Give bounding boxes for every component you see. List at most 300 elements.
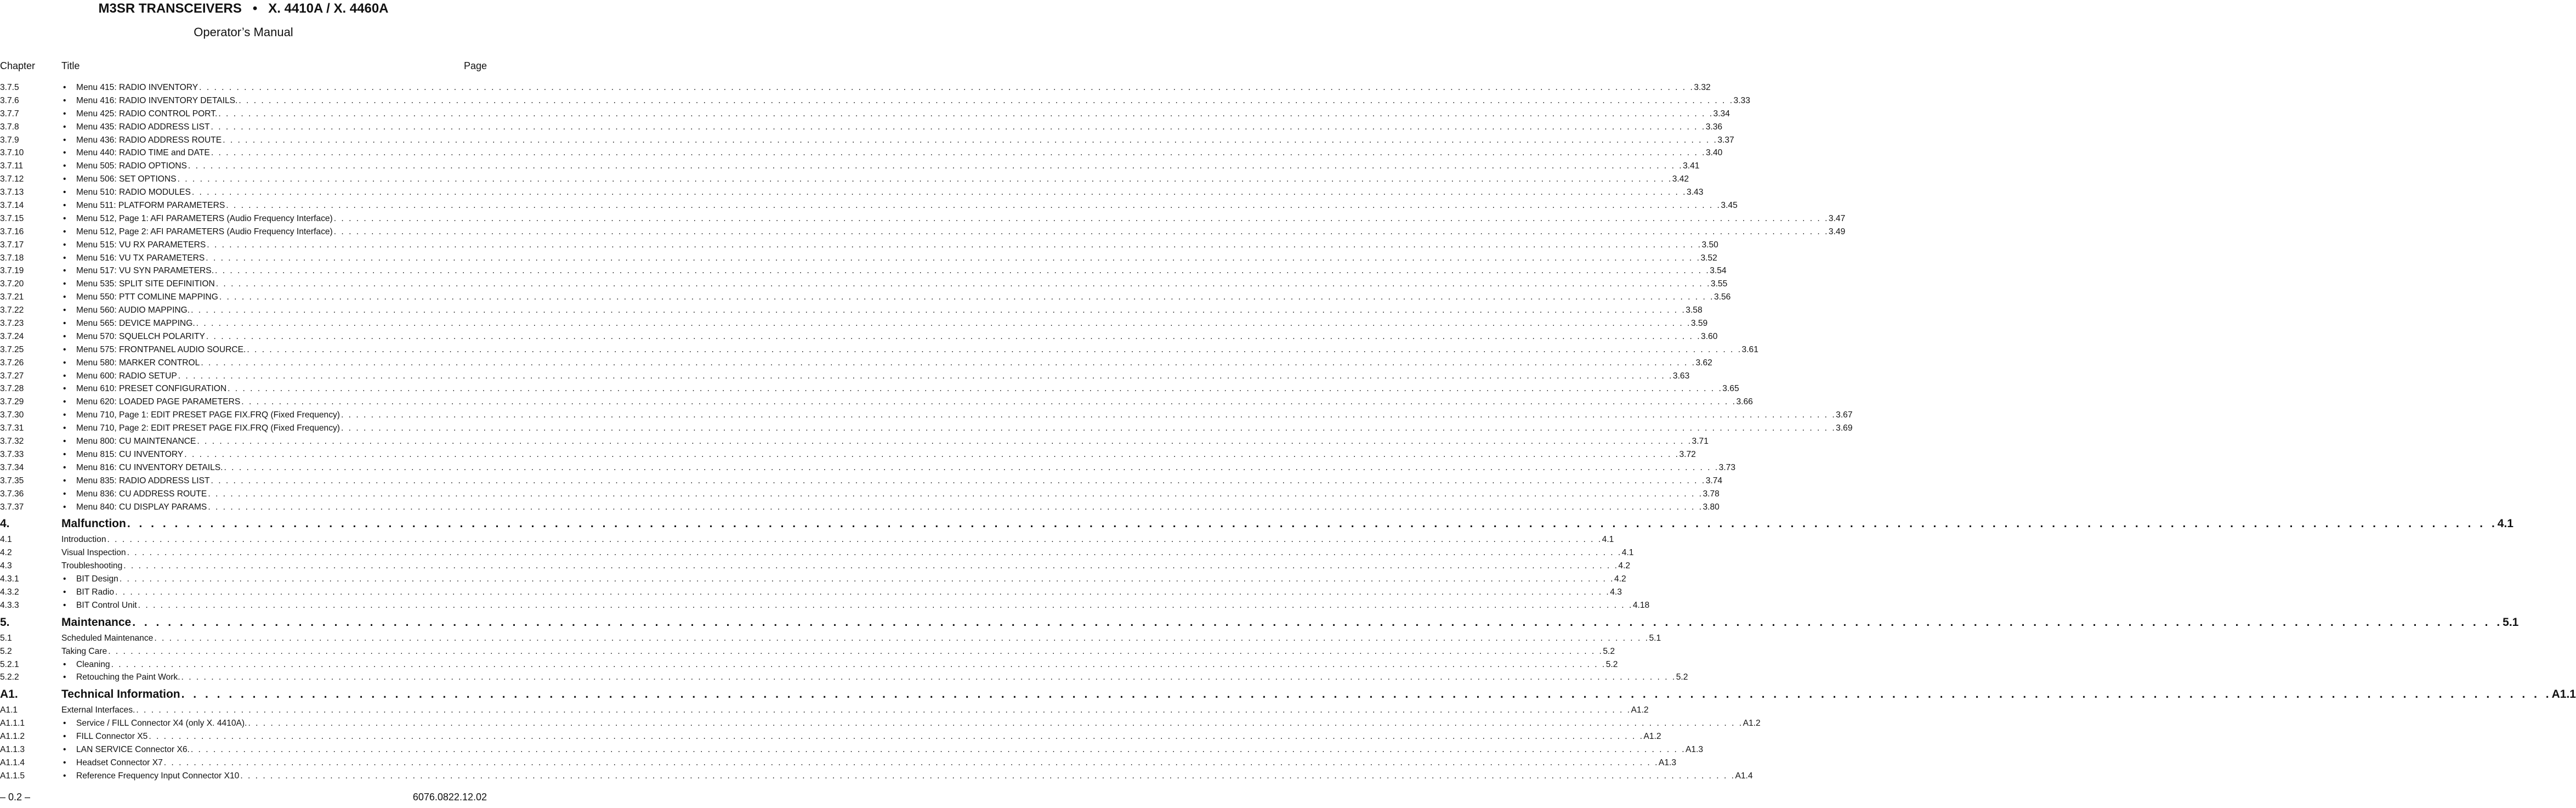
toc-row[interactable] <box>0 225 1846 239</box>
toc-page-number: 3.72 <box>1679 449 1696 459</box>
toc-section-row[interactable] <box>0 513 2513 533</box>
toc-row[interactable] <box>0 121 1723 134</box>
toc-title: Menu 815: CU INVENTORY <box>76 449 184 459</box>
toc-row[interactable] <box>0 357 1712 370</box>
toc-section-row[interactable] <box>0 684 2576 704</box>
bullet-icon: • <box>63 423 66 433</box>
toc-page-number: 3.40 <box>1705 148 1723 158</box>
toc-entry <box>61 684 2576 705</box>
toc-entry <box>76 382 1739 395</box>
toc-title: Menu 535: SPLIT SITE DEFINITION <box>76 279 215 289</box>
dot-leader: . . . . . . . . . . . . . . . . . . . . . . . . . . . . . . . . . . . . . . . . . . . . . . . . . . . . . . . . . . . . . . . . . . . . . . . . . . . . . . . . . . . . . . . . . . . . . . . . . . . . . . . . . . . . . . . . . . . . . . . . . . . . . . . . . . . . . . . . . . . . . . . . . . . . . . . . . . . . . . . . . . . . . . . . . . . . . . . . . . . . . . . . . . . . . . . . . . . . . . . . <box>239 95 1734 105</box>
dot-leader: . . . . . . . . . . . . . . . . . . . . . . . . . . . . . . . . . . . . . . . . . . . . . . . . . . . . . . . . . . . . . . . . . . . . . . . . . . . . . . . . . . . . . . . . . . . . . . . . . . . . . . . . . . . . . . . . . . . . . . . . . . . . . . . . . . . . . . . . . . . . . . . . . . . . . . . . . . . . . . . . . . . . . . . . . . . . . . . . . . . . . . . . . . . . . . . . . . . . . . . . <box>248 719 1743 728</box>
toc-row[interactable] <box>0 186 1704 199</box>
dot-leader: . . . . . . . . . . . . . . . . . . . . . . . . . . . . . . . . . . . . . . . . . . . . . . . . . . . . . . . . . . . . . . . . . . . . . . . . . . . . . . . . . . . . . . . . . . . . . . . . . . . . . . . . . . . . . . . . . . . . . . . . . . . . . . . . . . . . . . . . . . . . . . . . . . . . . . . . . . . . . . . . . . . . . . . . . . . . . . . . . . . . . . . . . . . . . . . . . . . . . . . . <box>149 732 1644 742</box>
toc-title: Menu 710, Page 2: EDIT PRESET PAGE FIX.FRQ (Fixed Frequency) <box>76 423 340 433</box>
toc-row[interactable] <box>0 212 1846 225</box>
toc-page-number: 3.50 <box>1701 240 1718 250</box>
toc-row[interactable] <box>0 146 1723 160</box>
toc-row[interactable] <box>0 330 1718 343</box>
toc-row[interactable] <box>0 81 1711 94</box>
toc-entry <box>76 121 1723 134</box>
document-title: M3SR TRANSCEIVERS • X. 4410A / X. 4460A <box>98 1 389 16</box>
toc-title: Menu 512, Page 2: AFI PARAMETERS (Audio Frequency Interface) <box>76 227 333 236</box>
bullet-icon: • <box>63 161 66 171</box>
toc-entry <box>76 264 1727 278</box>
toc-entry <box>76 435 1709 448</box>
toc-title: Maintenance <box>61 615 132 629</box>
toc-title: FILL Connector X5 <box>76 732 148 742</box>
bullet-icon: • <box>63 227 66 236</box>
toc-entry <box>76 357 1712 370</box>
bullet-icon: • <box>63 344 66 354</box>
toc-chapter-number: 4.3.2 <box>0 587 19 597</box>
bullet-icon: • <box>63 240 66 250</box>
toc-page-number: 3.63 <box>1672 371 1690 381</box>
toc-title: Menu 836: CU ADDRESS ROUTE <box>76 489 207 499</box>
toc-chapter-number: 3.7.28 <box>0 384 24 394</box>
dot-leader: . . . . . . . . . . . . . . . . . . . . . . . . . . . . . . . . . . . . . . . . . . . . . . . . . . . . . . . . . . . . . . . . . . . . . . . . . . . . . . . . . . . . . . . . . . . . . . . . . . . . . . . . . . . . . . . . . . . . . . . . . . . . . . . . . . . . . . . . . . . . . . . . . . . . . . . . . . . . . . . . . . . . . . . . . . . . . . . . . . . . . . . . . . . . . . . . . . . . . . . . <box>119 574 1615 584</box>
dot-leader: . . . . . . . . . . . . . . . . . . . . . . . . . . . . . . . . . . . . . . . . . . . . . . . . . . . . . . . . . . . . . . . . . . . . . . . . . . . . . . . . . . . . . . . . . . . . . . . . . . . . . . . . . . . . . . . . . . . . . . . . . . . . . . . . . . . . . . . . . . . . . . . . . . . . . . . . . . . . . . . . . . . . . . . . . . . . . . . . . . . . . . . . . . . . . . . . . . . . . . . . <box>163 758 1659 767</box>
toc-title: Scheduled Maintenance <box>61 633 154 643</box>
dot-leader: . . . . . . . . . . . . . . . . . . . . . . . . . . . . . . . . . . . . . . . . . . . . . . . . . . . . . . . . . . . . . . . . . . . . . . . . . . . . . . . . . . . . . . . . . . . . . . . . . . . . . . . . . . . . . . . . . . . . . . . . . . . . . . . . . . . . . . . . . . . . . . . . . . . . . . . . . . . . . . . . . . . . . . . . . . . . . . . . . . . . . . . . . . . . . . . . . . . . . . . . <box>154 633 1649 643</box>
toc-page-number: 3.43 <box>1687 188 1704 197</box>
toc-title: Menu 620: LOADED PAGE PARAMETERS <box>76 397 241 407</box>
bullet-icon: • <box>63 771 66 781</box>
dot-leader: . . . . . . . . . . . . . . . . . . . . . . . . . . . . . . . . . . . . . . . . . . . . . . . . . . . . . . . . . . . . . . . . . . . . . . . . . . . . . . . . . . . . . . . . . . . . . . . . . . . . . . . . . . . . . . . . . . . . . . . . . . . . . . . . . . . . . . . . . . . . . . . . . . . . . . . . . . . . . . . . . . . . . . . . . . . . . . . . . . . . . . . . . . . . . . . . . . . . . . . . <box>191 188 1687 197</box>
toc-page-number: A1.1 <box>2551 688 2576 701</box>
toc-page-number: 3.45 <box>1721 201 1738 211</box>
toc-chapter-number: 3.7.11 <box>0 161 24 171</box>
bullet-icon: • <box>63 135 66 145</box>
toc-row[interactable] <box>0 501 1720 514</box>
dot-leader: . . . . . . . . . . . . . . . . . . . . . . . . . . . . . . . . . . . . . . . . . . . . . . . . . . . . . . . . . . . . . . . . . . . . . . . . . . . . . . . . . . . . . . . . . . . . . . . . . . . . . . . . . . . . . . . . . . . . . . . . . . . . . . . . . . . . . . . . . . . . . . . . . . . . . . . . . . . . . . . . . . . . . . . . . . . . . . . . . . . . . . . . . . . . . . . . . . . . . . . . <box>341 423 1836 433</box>
toc-page-number: 3.62 <box>1695 358 1712 368</box>
bullet-icon: • <box>63 659 66 669</box>
document-subtitle: Operator’s Manual <box>194 25 293 39</box>
toc-row[interactable] <box>0 94 1750 108</box>
toc-row[interactable] <box>0 756 1677 770</box>
dot-leader: . . . . . . . . . . . . . . . . . . . . . . . . . . . . . . . . . . . . . . . . . . . . . . . . . . . . . . . . . . . . . . . . . . . . . . . . . . . . . . . . . . . . . . . . . . . . . . . . . . . . . . . . . . . . . . . . . . . . . . . . . . . . . . . . . . . . . . . . . . . . . . . . . . . . . . . . . . . . . . . . . . . . . . . . . . . . . . . . . . . . . . . . . . . . . . . . . . . . . . . . <box>127 548 1622 558</box>
dot-leader: . . . . . . . . . . . . . . . . . . . . . . . . . . . . . . . . . . . . . . . . . . . . . . . . . . . . . . . . . . . . . . . . . . . . . . . . . . . . . . . . . . . . . . . . . . . . . . . . . . . . . . . . . . . . . . . . . . . . . . . . . . . . . . . . . . . . . . . . . . . . . . . . . . . . . . . . . . . . . . . . . . . . . . . . . . . . . . . . . . . . . . . . . . . . . . . . . . . . . . . . <box>215 266 1710 276</box>
toc-title: Menu 710, Page 1: EDIT PRESET PAGE FIX.FRQ (Fixed Frequency) <box>76 410 340 420</box>
dot-leader: . . . . . . . . . . . . . . . . . . . . . . . . . . . . . . . . . . . . . . . . . . . . . . . . . . . . . . . . . . . . . . . . . . . . . . . . . . . . . . . . . . . . . . . . . . . . . . . . . . . . . . . . . . . . . . . . . . . . . . . . . . . . . . . . . . . . . . . . . . . . . . . . . . . . . . . . . . . . . . . . . . . . . . . . . . . . . . . . . . . . . . . . . . . . . . . . . . . . . . . . <box>191 306 1686 315</box>
dot-leader: . . . . . . . . . . . . . . . . . . . . . . . . . . . . . . . . . . . . . . . . . . . . . . . . . . . . . . . . . . . . . . . . . . . . . . . . . . . . . . . . . . . . . . . . . . . . . . . . . . . . . . . . . . . . . . . . . . . . . . . . . . . . . . . . . . . . . . . . . . . . . . . . . . . . . . . . . . . . . . . . . . . . . . . . . . . . . . . . . . . . . . . . . . . . . . . . . . . . . . . . <box>333 227 1829 236</box>
toc-row[interactable] <box>0 560 1631 573</box>
toc-entry <box>76 146 1723 160</box>
toc-page-number: 3.37 <box>1717 135 1734 145</box>
toc-page-number: 5.2 <box>1605 659 1618 669</box>
toc-row[interactable] <box>0 134 1734 147</box>
dot-leader: . . . . . . . . . . . . . . . . . . . . . . . . . . . . . . . . . . . . . . . . . . . . . . . . . . . . . . . . . . . . . . . . . . . . . . . . . . . . . . . . . . . . . . . . . . . . . . . . . . . . . . . . . . . . . . . . . . . . . . . . . . . . . . . . . . . . . . . . . . . . . . . . . . . . . . . . . . . . . . . . . . . . . . . . . . . . . . . . . . . . . . . . . . . . . . . . . . . . . . . . <box>206 331 1701 341</box>
toc-page-number: 5.2 <box>1676 673 1688 682</box>
toc-entry <box>61 645 1615 658</box>
toc-page-number: 3.60 <box>1701 331 1718 341</box>
toc-page-number: 3.66 <box>1736 397 1753 407</box>
toc-row[interactable] <box>0 448 1696 461</box>
toc-chapter-number: 4.2 <box>0 548 12 558</box>
toc-row[interactable] <box>0 488 1720 501</box>
dot-leader: . . . . . . . . . . . . . . . . . . . . . . . . . . . . . . . . . . . . . . . . . . . . . . . . . . . . . . . . . . . . . . . . . . . . . . . . . . . . . . . . . . . . . . . . . . . . . . . . . . . . . . . . . . . . . . . . . . . . . . . . . . . . . . . . . . . . . . . . . . . . . . . . . . . . . . . . . . . . . . . . . . . . . . . . . . . . . . . . . . . . . . . . . . . . . . . . . . . . . . . . <box>123 561 1619 571</box>
bullet-icon: • <box>63 673 66 682</box>
dot-leader: . . . . . . . . . . . . . . . . . . . . . . . . . . . . . . . . . . . . . . . . . . . . . . . . . . . . . . . . . . . . . . . . . . . . . . . . . . . . . . . . . . . . . . . . . . . . . . . . . . . . . . . . . . . . . . . . . . . . . . . . . . . . . . . . . . . . . . . . . . . . . . . . . . . . . . . . . . . . . . . . . . . . . . . . . . . . . . . . . . . . . . . . . . . . . . . . . . . . . . . . <box>127 517 2498 530</box>
toc-chapter-number: 3.7.33 <box>0 449 24 459</box>
toc-entry <box>76 717 1761 730</box>
toc-row[interactable] <box>0 743 1704 756</box>
toc-entry <box>76 586 1622 599</box>
toc-row[interactable] <box>0 422 1853 435</box>
toc-row[interactable] <box>0 599 1650 612</box>
toc-chapter-number: 3.7.24 <box>0 331 24 341</box>
dot-leader: . . . . . . . . . . . . . . . . . . . . . . . . . . . . . . . . . . . . . . . . . . . . . . . . . . . . . . . . . . . . . . . . . . . . . . . . . . . . . . . . . . . . . . . . . . . . . . . . . . . . . . . . . . . . . . . . . . . . . . . . . . . . . . . . . . . . . . . . . . . . . . . . . . . . . . . . . . . . . . . . . . . . . . . . . . . . . . . . . . . . . . . . . . . . . . . . . . . . . . . . <box>211 148 1706 158</box>
toc-row[interactable] <box>0 533 1614 546</box>
toc-entry <box>76 409 1853 422</box>
toc-title: Malfunction <box>61 517 126 530</box>
toc-chapter-number: 3.7.30 <box>0 410 24 420</box>
dot-leader: . . . . . . . . . . . . . . . . . . . . . . . . . . . . . . . . . . . . . . . . . . . . . . . . . . . . . . . . . . . . . . . . . . . . . . . . . . . . . . . . . . . . . . . . . . . . . . . . . . . . . . . . . . . . . . . . . . . . . . . . . . . . . . . . . . . . . . . . . . . . . . . . . . . . . . . . . . . . . . . . . . . . . . . . . . . . . . . . . . . . . . . . . . . . . . . . . . . . . . . . <box>224 462 1719 472</box>
dot-leader: . . . . . . . . . . . . . . . . . . . . . . . . . . . . . . . . . . . . . . . . . . . . . . . . . . . . . . . . . . . . . . . . . . . . . . . . . . . . . . . . . . . . . . . . . . . . . . . . . . . . . . . . . . . . . . . . . . . . . . . . . . . . . . . . . . . . . . . . . . . . . . . . . . . . . . . . . . . . . . . . . . . . . . . . . . . . . . . . . . . . . . . . . . . . . . . . . . . . . . . . <box>208 502 1703 512</box>
bullet-icon: • <box>63 319 66 329</box>
toc-chapter-number: 5.2 <box>0 646 12 656</box>
toc-entry <box>76 304 1703 317</box>
toc-page-number: 3.33 <box>1733 95 1750 105</box>
bullet-icon: • <box>63 306 66 315</box>
toc-row[interactable] <box>0 382 1739 395</box>
toc-row[interactable] <box>0 586 1622 599</box>
bullet-icon: • <box>63 574 66 584</box>
toc-page-number: 3.80 <box>1703 502 1720 512</box>
toc-title: Cleaning <box>76 659 110 669</box>
bullet-icon: • <box>63 122 66 132</box>
toc-row[interactable] <box>0 730 1661 743</box>
toc-entry <box>61 560 1631 573</box>
toc-entry <box>76 212 1846 225</box>
toc-page-number: A1.2 <box>1643 732 1661 742</box>
toc-page-number: 3.74 <box>1705 476 1723 485</box>
toc-entry <box>76 330 1718 343</box>
toc-section-row[interactable] <box>0 612 2519 632</box>
toc-chapter-number: 5.2.2 <box>0 673 19 682</box>
bullet-icon: • <box>63 758 66 767</box>
toc-chapter-number: 4.1 <box>0 535 12 545</box>
toc-entry <box>76 461 1736 474</box>
bullet-icon: • <box>63 476 66 485</box>
dot-leader: . . . . . . . . . . . . . . . . . . . . . . . . . . . . . . . . . . . . . . . . . . . . . . . . . . . . . . . . . . . . . . . . . . . . . . . . . . . . . . . . . . . . . . . . . . . . . . . . . . . . . . . . . . . . . . . . . . . . . . . . . . . . . . . . . . . . . . . . . . . . . . . . . . . . . . . . . . . . . . . . . . . . . . . . . . . . . . . . . . . . . . . . . . . . . . . . . . . . . . . . <box>181 673 1676 682</box>
toc-title: Troubleshooting <box>61 561 123 571</box>
toc-entry <box>76 658 1618 671</box>
toc-row[interactable] <box>0 770 1753 783</box>
toc-row[interactable] <box>0 645 1615 658</box>
toc-entry <box>76 225 1846 239</box>
toc-entry <box>61 533 1614 546</box>
toc-entry <box>76 671 1688 684</box>
toc-title: Menu 425: RADIO CONTROL PORT. <box>76 109 218 118</box>
toc-page-number: 4.3 <box>1610 587 1622 597</box>
toc-title: External Interfaces. <box>61 705 135 715</box>
dot-leader: . . . . . . . . . . . . . . . . . . . . . . . . . . . . . . . . . . . . . . . . . . . . . . . . . . . . . . . . . . . . . . . . . . . . . . . . . . . . . . . . . . . . . . . . . . . . . . . . . . . . . . . . . . . . . . . . . . . . . . . . . . . . . . . . . . . . . . . . . . . . . . . . . . . . . . . . . . . . . . . . . . . . . . . . . . . . . . . . . . . . . . . . . . . . . . . . . . . . . . . . <box>199 83 1694 92</box>
toc-chapter-number: A1.1.5 <box>0 771 25 781</box>
toc-chapter-number: 3.7.20 <box>0 279 24 289</box>
toc-title: Menu 550: PTT COMLINE MAPPING <box>76 292 218 302</box>
toc-chapter-number: 3.7.12 <box>0 174 24 184</box>
toc-row[interactable] <box>0 343 1758 357</box>
toc-page-number: 3.73 <box>1718 462 1736 472</box>
dot-leader: . . . . . . . . . . . . . . . . . . . . . . . . . . . . . . . . . . . . . . . . . . . . . . . . . . . . . . . . . . . . . . . . . . . . . . . . . . . . . . . . . . . . . . . . . . . . . . . . . . . . . . . . . . . . . . . . . . . . . . . . . . . . . . . . . . . . . . . . . . . . . . . . . . . . . . . . . . . . . . . . . . . . . . . . . . . . . . . . . . . . . . . . . . . . . . . . . . . . . . . . <box>208 489 1703 499</box>
bullet-icon: • <box>63 732 66 742</box>
bullet-icon: • <box>63 148 66 158</box>
bullet-icon: • <box>63 502 66 512</box>
toc-chapter-number: 3.7.7 <box>0 109 19 118</box>
bullet-icon: • <box>63 587 66 597</box>
dot-leader: . . . . . . . . . . . . . . . . . . . . . . . . . . . . . . . . . . . . . . . . . . . . . . . . . . . . . . . . . . . . . . . . . . . . . . . . . . . . . . . . . . . . . . . . . . . . . . . . . . . . . . . . . . . . . . . . . . . . . . . . . . . . . . . . . . . . . . . . . . . . . . . . . . . . . . . . . . . . . . . . . . . . . . . . . . . . . . . . . . . . . . . . . . . . . . . . . . . . . . . . <box>341 410 1836 420</box>
toc-row[interactable] <box>0 474 1723 488</box>
toc-title: Menu 515: VU RX PARAMETERS <box>76 240 206 250</box>
bullet-icon: • <box>63 213 66 223</box>
toc-row[interactable] <box>0 160 1700 173</box>
toc-title: Menu 800: CU MAINTENANCE <box>76 437 196 447</box>
toc-chapter-number: A1.1.3 <box>0 744 25 754</box>
toc-title: Menu 816: CU INVENTORY DETAILS. <box>76 462 223 472</box>
toc-page-number: A1.4 <box>1735 771 1753 781</box>
toc-page-number: 4.1 <box>1602 535 1614 545</box>
toc-entry <box>76 239 1718 252</box>
dot-leader: . . . . . . . . . . . . . . . . . . . . . . . . . . . . . . . . . . . . . . . . . . . . . . . . . . . . . . . . . . . . . . . . . . . . . . . . . . . . . . . . . . . . . . . . . . . . . . . . . . . . . . . . . . . . . . . . . . . . . . . . . . . . . . . . . . . . . . . . . . . . . . . . . . . . . . . . . . . . . . . . . . . . . . . . . . . . . . . . . . . . . . . . . . . . . . . . . . . . . . . . <box>207 240 1702 250</box>
column-header-page: Page <box>463 60 487 71</box>
toc-chapter-number: 3.7.5 <box>0 83 19 92</box>
toc-entry <box>76 81 1711 94</box>
bullet-icon: • <box>63 331 66 341</box>
toc-entry <box>76 501 1720 514</box>
toc-entry <box>61 704 1649 717</box>
dot-leader: . . . . . . . . . . . . . . . . . . . . . . . . . . . . . . . . . . . . . . . . . . . . . . . . . . . . . . . . . . . . . . . . . . . . . . . . . . . . . . . . . . . . . . . . . . . . . . . . . . . . . . . . . . . . . . . . . . . . . . . . . . . . . . . . . . . . . . . . . . . . . . . . . . . . . . . . . . . . . . . . . . . . . . . . . . . . . . . . . . . . . . . . . . . . . . . . . . . . . . . . <box>188 161 1683 171</box>
dot-leader: . . . . . . . . . . . . . . . . . . . . . . . . . . . . . . . . . . . . . . . . . . . . . . . . . . . . . . . . . . . . . . . . . . . . . . . . . . . . . . . . . . . . . . . . . . . . . . . . . . . . . . . . . . . . . . . . . . . . . . . . . . . . . . . . . . . . . . . . . . . . . . . . . . . . . . . . . . . . . . . . . . . . . . . . . . . . . . . . . . . . . . . . . . . . . . . . . . . . . . . . <box>184 449 1679 459</box>
toc-page-number: 5.2 <box>1603 646 1615 656</box>
toc-row[interactable] <box>0 671 1688 684</box>
toc-row[interactable] <box>0 291 1731 304</box>
toc-chapter-number: 4. <box>0 517 10 530</box>
toc-page-number: 4.1 <box>1621 548 1634 558</box>
toc-title: BIT Radio <box>76 587 115 597</box>
toc-chapter-number: 5. <box>0 615 10 629</box>
toc-entry <box>61 632 1661 645</box>
toc-title: Menu 560: AUDIO MAPPING. <box>76 306 190 315</box>
toc-page-number: 3.67 <box>1836 410 1853 420</box>
toc-entry <box>76 186 1704 199</box>
toc-chapter-number: A1.1.2 <box>0 732 25 742</box>
toc-chapter-number: 3.7.21 <box>0 292 24 302</box>
toc-entry <box>61 513 2513 534</box>
bullet-icon: • <box>63 719 66 728</box>
dot-leader: . . . . . . . . . . . . . . . . . . . . . . . . . . . . . . . . . . . . . . . . . . . . . . . . . . . . . . . . . . . . . . . . . . . . . . . . . . . . . . . . . . . . . . . . . . . . . . . . . . . . . . . . . . . . . . . . . . . . . . . . . . . . . . . . . . . . . . . . . . . . . . . . . . . . . . . . . . . . . . . . . . . . . . . . . . . . . . . . . . . . . . . . . . . . . . . . . . . . . . . . <box>136 705 1631 715</box>
bullet-icon: • <box>63 744 66 754</box>
bullet-icon: • <box>63 462 66 472</box>
toc-chapter-number: 3.7.8 <box>0 122 19 132</box>
toc-title: Reference Frequency Input Connector X10 <box>76 771 240 781</box>
dot-leader: . . . . . . . . . . . . . . . . . . . . . . . . . . . . . . . . . . . . . . . . . . . . . . . . . . . . . . . . . . . . . . . . . . . . . . . . . . . . . . . . . . . . . . . . . . . . . . . . . . . . . . . . . . . . . . . . . . . . . . . . . . . . . . . . . . . . . . . . . . . . . . . . . . . . . . . . . . . . . . . . . . . . . . . . . . . . . . . . . . . . . . . . . . . . . . . . . . . . . . . . <box>219 292 1714 302</box>
toc-chapter-number: A1.1.4 <box>0 758 25 767</box>
toc-page-number: 3.58 <box>1686 306 1703 315</box>
toc-title: BIT Control Unit <box>76 600 137 610</box>
toc-entry <box>76 573 1626 586</box>
table-of-contents <box>0 81 2576 783</box>
toc-page-number: 4.18 <box>1632 600 1650 610</box>
toc-chapter-number: 3.7.26 <box>0 358 24 368</box>
bullet-icon: • <box>63 266 66 276</box>
dot-leader: . . . . . . . . . . . . . . . . . . . . . . . . . . . . . . . . . . . . . . . . . . . . . . . . . . . . . . . . . . . . . . . . . . . . . . . . . . . . . . . . . . . . . . . . . . . . . . . . . . . . . . . . . . . . . . . . . . . . . . . . . . . . . . . . . . . . . . . . . . . . . . . . . . . . . . . . . . . . . . . . . . . . . . . . . . . . . . . . . . . . . . . . . . . . . . . . . . . . . . . . <box>240 771 1735 781</box>
toc-chapter-number: 3.7.10 <box>0 148 24 158</box>
toc-page-number: 3.65 <box>1722 384 1739 394</box>
toc-title: Menu 510: RADIO MODULES <box>76 188 191 197</box>
dot-leader: . . . . . . . . . . . . . . . . . . . . . . . . . . . . . . . . . . . . . . . . . . . . . . . . . . . . . . . . . . . . . . . . . . . . . . . . . . . . . . . . . . . . . . . . . . . . . . . . . . . . . . . . . . . . . . . . . . . . . . . . . . . . . . . . . . . . . . . . . . . . . . . . . . . . . . . . . . . . . . . . . . . . . . . . . . . . . . . . . . . . . . . . . . . . . . . . . . . . . . . . <box>181 688 2552 701</box>
toc-chapter-number: 3.7.6 <box>0 95 19 105</box>
dot-leader: . . . . . . . . . . . . . . . . . . . . . . . . . . . . . . . . . . . . . . . . . . . . . . . . . . . . . . . . . . . . . . . . . . . . . . . . . . . . . . . . . . . . . . . . . . . . . . . . . . . . . . . . . . . . . . . . . . . . . . . . . . . . . . . . . . . . . . . . . . . . . . . . . . . . . . . . . . . . . . . . . . . . . . . . . . . . . . . . . . . . . . . . . . . . . . . . . . . . . . . . <box>196 319 1691 329</box>
toc-row[interactable] <box>0 239 1718 252</box>
toc-title: Menu 511: PLATFORM PARAMETERS <box>76 201 225 211</box>
toc-entry <box>76 199 1738 212</box>
dot-leader: . . . . . . . . . . . . . . . . . . . . . . . . . . . . . . . . . . . . . . . . . . . . . . . . . . . . . . . . . . . . . . . . . . . . . . . . . . . . . . . . . . . . . . . . . . . . . . . . . . . . . . . . . . . . . . . . . . . . . . . . . . . . . . . . . . . . . . . . . . . . . . . . . . . . . . . . . . . . . . . . . . . . . . . . . . . . . . . . . . . . . . . . . . . . . . . . . . . . . . . . <box>211 476 1706 485</box>
toc-page-number: A1.2 <box>1743 719 1761 728</box>
dot-leader: . . . . . . . . . . . . . . . . . . . . . . . . . . . . . . . . . . . . . . . . . . . . . . . . . . . . . . . . . . . . . . . . . . . . . . . . . . . . . . . . . . . . . . . . . . . . . . . . . . . . . . . . . . . . . . . . . . . . . . . . . . . . . . . . . . . . . . . . . . . . . . . . . . . . . . . . . . . . . . . . . . . . . . . . . . . . . . . . . . . . . . . . . . . . . . . . . . . . . . . . <box>178 371 1673 381</box>
toc-page-number: 3.41 <box>1683 161 1700 171</box>
toc-chapter-number: 3.7.18 <box>0 253 24 263</box>
dot-leader: . . . . . . . . . . . . . . . . . . . . . . . . . . . . . . . . . . . . . . . . . . . . . . . . . . . . . . . . . . . . . . . . . . . . . . . . . . . . . . . . . . . . . . . . . . . . . . . . . . . . . . . . . . . . . . . . . . . . . . . . . . . . . . . . . . . . . . . . . . . . . . . . . . . . . . . . . . . . . . . . . . . . . . . . . . . . . . . . . . . . . . . . . . . . . . . . . . . . . . . . <box>138 600 1633 610</box>
toc-row[interactable] <box>0 632 1661 645</box>
toc-row[interactable] <box>0 199 1738 212</box>
toc-page-number: 4.2 <box>1618 561 1631 571</box>
dot-leader: . . . . . . . . . . . . . . . . . . . . . . . . . . . . . . . . . . . . . . . . . . . . . . . . . . . . . . . . . . . . . . . . . . . . . . . . . . . . . . . . . . . . . . . . . . . . . . . . . . . . . . . . . . . . . . . . . . . . . . . . . . . . . . . . . . . . . . . . . . . . . . . . . . . . . . . . . . . . . . . . . . . . . . . . . . . . . . . . . . . . . . . . . . . . . . . . . . . . . . . . <box>228 384 1723 394</box>
bullet-icon: • <box>63 174 66 184</box>
dot-leader: . . . . . . . . . . . . . . . . . . . . . . . . . . . . . . . . . . . . . . . . . . . . . . . . . . . . . . . . . . . . . . . . . . . . . . . . . . . . . . . . . . . . . . . . . . . . . . . . . . . . . . . . . . . . . . . . . . . . . . . . . . . . . . . . . . . . . . . . . . . . . . . . . . . . . . . . . . . . . . . . . . . . . . . . . . . . . . . . . . . . . . . . . . . . . . . . . . . . . . . . <box>177 174 1672 184</box>
column-header-title: Title <box>61 60 80 71</box>
toc-chapter-number: 3.7.14 <box>0 201 24 211</box>
toc-entry <box>61 612 2519 633</box>
toc-row[interactable] <box>0 317 1708 330</box>
toc-title: Menu 512, Page 1: AFI PARAMETERS (Audio Frequency Interface) <box>76 213 333 223</box>
toc-title: Retouching the Paint Work. <box>76 673 180 682</box>
toc-chapter-number: 4.3 <box>0 561 12 571</box>
toc-row[interactable] <box>0 304 1703 317</box>
toc-title: Menu 570: SQUELCH POLARITY <box>76 331 205 341</box>
dot-leader: . . . . . . . . . . . . . . . . . . . . . . . . . . . . . . . . . . . . . . . . . . . . . . . . . . . . . . . . . . . . . . . . . . . . . . . . . . . . . . . . . . . . . . . . . . . . . . . . . . . . . . . . . . . . . . . . . . . . . . . . . . . . . . . . . . . . . . . . . . . . . . . . . . . . . . . . . . . . . . . . . . . . . . . . . . . . . . . . . . . . . . . . . . . . . . . . . . . . . . . . <box>190 744 1686 754</box>
toc-page-number: 3.69 <box>1836 423 1853 433</box>
toc-row[interactable] <box>0 173 1689 186</box>
toc-entry <box>76 108 1730 121</box>
toc-chapter-number: 3.7.16 <box>0 227 24 236</box>
toc-entry <box>76 448 1696 461</box>
toc-title: Menu 505: RADIO OPTIONS <box>76 161 187 171</box>
toc-row[interactable] <box>0 658 1618 671</box>
toc-chapter-number: 3.7.22 <box>0 306 24 315</box>
toc-entry <box>76 422 1853 435</box>
toc-entry <box>76 173 1689 186</box>
toc-row[interactable] <box>0 252 1717 265</box>
bullet-icon: • <box>63 371 66 381</box>
toc-row[interactable] <box>0 704 1649 717</box>
toc-chapter-number: 4.3.1 <box>0 574 19 584</box>
toc-entry <box>76 474 1723 488</box>
toc-row[interactable] <box>0 461 1736 474</box>
toc-entry <box>76 278 1728 291</box>
toc-title: Menu 840: CU DISPLAY PARAMS <box>76 502 207 512</box>
bullet-icon: • <box>63 188 66 197</box>
toc-title: Menu 835: RADIO ADDRESS LIST <box>76 476 210 485</box>
toc-row[interactable] <box>0 278 1728 291</box>
toc-entry <box>76 317 1708 330</box>
toc-page-number: 3.47 <box>1828 213 1846 223</box>
toc-row[interactable] <box>0 435 1709 448</box>
toc-entry <box>76 291 1731 304</box>
toc-title: Menu 580: MARKER CONTROL <box>76 358 200 368</box>
toc-entry <box>61 546 1634 560</box>
toc-row[interactable] <box>0 573 1626 586</box>
toc-page-number: 3.54 <box>1710 266 1727 276</box>
toc-entry <box>76 252 1717 265</box>
toc-chapter-number: A1. <box>0 688 18 701</box>
toc-title: BIT Design <box>76 574 118 584</box>
toc-chapter-number: 3.7.32 <box>0 437 24 447</box>
bullet-icon: • <box>63 410 66 420</box>
toc-title: Menu 415: RADIO INVENTORY <box>76 83 198 92</box>
toc-row[interactable] <box>0 108 1730 121</box>
toc-entry <box>76 756 1677 770</box>
toc-title: Taking Care <box>61 646 107 656</box>
toc-entry <box>76 370 1690 383</box>
toc-page-number: 5.1 <box>2503 615 2519 629</box>
toc-chapter-number: 3.7.17 <box>0 240 24 250</box>
toc-entry <box>76 770 1753 783</box>
toc-chapter-number: 3.7.13 <box>0 188 24 197</box>
toc-title: Menu 565: DEVICE MAPPING. <box>76 319 195 329</box>
dot-leader: . . . . . . . . . . . . . . . . . . . . . . . . . . . . . . . . . . . . . . . . . . . . . . . . . . . . . . . . . . . . . . . . . . . . . . . . . . . . . . . . . . . . . . . . . . . . . . . . . . . . . . . . . . . . . . . . . . . . . . . . . . . . . . . . . . . . . . . . . . . . . . . . . . . . . . . . . . . . . . . . . . . . . . . . . . . . . . . . . . . . . . . . . . . . . . . . . . . . . . . . <box>333 213 1829 223</box>
toc-entry <box>76 94 1750 108</box>
dot-leader: . . . . . . . . . . . . . . . . . . . . . . . . . . . . . . . . . . . . . . . . . . . . . . . . . . . . . . . . . . . . . . . . . . . . . . . . . . . . . . . . . . . . . . . . . . . . . . . . . . . . . . . . . . . . . . . . . . . . . . . . . . . . . . . . . . . . . . . . . . . . . . . . . . . . . . . . . . . . . . . . . . . . . . . . . . . . . . . . . . . . . . . . . . . . . . . . . . . . . . . . <box>215 279 1711 289</box>
toc-page-number: 3.52 <box>1700 253 1717 263</box>
bullet-icon: • <box>63 253 66 263</box>
toc-page-number: 3.61 <box>1741 344 1758 354</box>
toc-row[interactable] <box>0 264 1727 278</box>
toc-row[interactable] <box>0 546 1634 560</box>
dot-leader: . . . . . . . . . . . . . . . . . . . . . . . . . . . . . . . . . . . . . . . . . . . . . . . . . . . . . . . . . . . . . . . . . . . . . . . . . . . . . . . . . . . . . . . . . . . . . . . . . . . . . . . . . . . . . . . . . . . . . . . . . . . . . . . . . . . . . . . . . . . . . . . . . . . . . . . . . . . . . . . . . . . . . . . . . . . . . . . . . . . . . . . . . . . . . . . . . . . . . . . . <box>201 358 1696 368</box>
toc-entry <box>76 134 1734 147</box>
toc-row[interactable] <box>0 370 1690 383</box>
bullet-icon: • <box>63 397 66 407</box>
toc-page-number: 4.2 <box>1614 574 1626 584</box>
bullet-icon: • <box>63 384 66 394</box>
dot-leader: . . . . . . . . . . . . . . . . . . . . . . . . . . . . . . . . . . . . . . . . . . . . . . . . . . . . . . . . . . . . . . . . . . . . . . . . . . . . . . . . . . . . . . . . . . . . . . . . . . . . . . . . . . . . . . . . . . . . . . . . . . . . . . . . . . . . . . . . . . . . . . . . . . . . . . . . . . . . . . . . . . . . . . . . . . . . . . . . . . . . . . . . . . . . . . . . . . . . . . . . <box>108 646 1603 656</box>
toc-entry <box>76 488 1720 501</box>
dot-leader: . . . . . . . . . . . . . . . . . . . . . . . . . . . . . . . . . . . . . . . . . . . . . . . . . . . . . . . . . . . . . . . . . . . . . . . . . . . . . . . . . . . . . . . . . . . . . . . . . . . . . . . . . . . . . . . . . . . . . . . . . . . . . . . . . . . . . . . . . . . . . . . . . . . . . . . . . . . . . . . . . . . . . . . . . . . . . . . . . . . . . . . . . . . . . . . . . . . . . . . . <box>218 109 1713 118</box>
toc-chapter-number: 3.7.35 <box>0 476 24 485</box>
dot-leader: . . . . . . . . . . . . . . . . . . . . . . . . . . . . . . . . . . . . . . . . . . . . . . . . . . . . . . . . . . . . . . . . . . . . . . . . . . . . . . . . . . . . . . . . . . . . . . . . . . . . . . . . . . . . . . . . . . . . . . . . . . . . . . . . . . . . . . . . . . . . . . . . . . . . . . . . . . . . . . . . . . . . . . . . . . . . . . . . . . . . . . . . . . . . . . . . . . . . . . . . <box>107 535 1602 545</box>
toc-title: Menu 517: VU SYN PARAMETERS. <box>76 266 214 276</box>
toc-title: Introduction <box>61 535 106 545</box>
toc-row[interactable] <box>0 395 1753 409</box>
toc-chapter-number: 3.7.34 <box>0 462 24 472</box>
toc-chapter-number: 3.7.29 <box>0 397 24 407</box>
dot-leader: . . . . . . . . . . . . . . . . . . . . . . . . . . . . . . . . . . . . . . . . . . . . . . . . . . . . . . . . . . . . . . . . . . . . . . . . . . . . . . . . . . . . . . . . . . . . . . . . . . . . . . . . . . . . . . . . . . . . . . . . . . . . . . . . . . . . . . . . . . . . . . . . . . . . . . . . . . . . . . . . . . . . . . . . . . . . . . . . . . . . . . . . . . . . . . . . . . . . . . . . <box>197 437 1692 447</box>
toc-chapter-number: A1.1.1 <box>0 719 25 728</box>
toc-title: Technical Information <box>61 688 180 701</box>
toc-row[interactable] <box>0 409 1853 422</box>
toc-chapter-number: 5.1 <box>0 633 12 643</box>
bullet-icon: • <box>63 449 66 459</box>
toc-row[interactable] <box>0 717 1761 730</box>
toc-page-number: A1.2 <box>1631 705 1649 715</box>
dot-leader: . . . . . . . . . . . . . . . . . . . . . . . . . . . . . . . . . . . . . . . . . . . . . . . . . . . . . . . . . . . . . . . . . . . . . . . . . . . . . . . . . . . . . . . . . . . . . . . . . . . . . . . . . . . . . . . . . . . . . . . . . . . . . . . . . . . . . . . . . . . . . . . . . . . . . . . . . . . . . . . . . . . . . . . . . . . . . . . . . . . . . . . . . . . . . . . . . . . . . . . . <box>223 135 1718 145</box>
toc-entry <box>76 730 1661 743</box>
dot-leader: . . . . . . . . . . . . . . . . . . . . . . . . . . . . . . . . . . . . . . . . . . . . . . . . . . . . . . . . . . . . . . . . . . . . . . . . . . . . . . . . . . . . . . . . . . . . . . . . . . . . . . . . . . . . . . . . . . . . . . . . . . . . . . . . . . . . . . . . . . . . . . . . . . . . . . . . . . . . . . . . . . . . . . . . . . . . . . . . . . . . . . . . . . . . . . . . . . . . . . . . <box>111 659 1606 669</box>
toc-entry <box>76 160 1700 173</box>
